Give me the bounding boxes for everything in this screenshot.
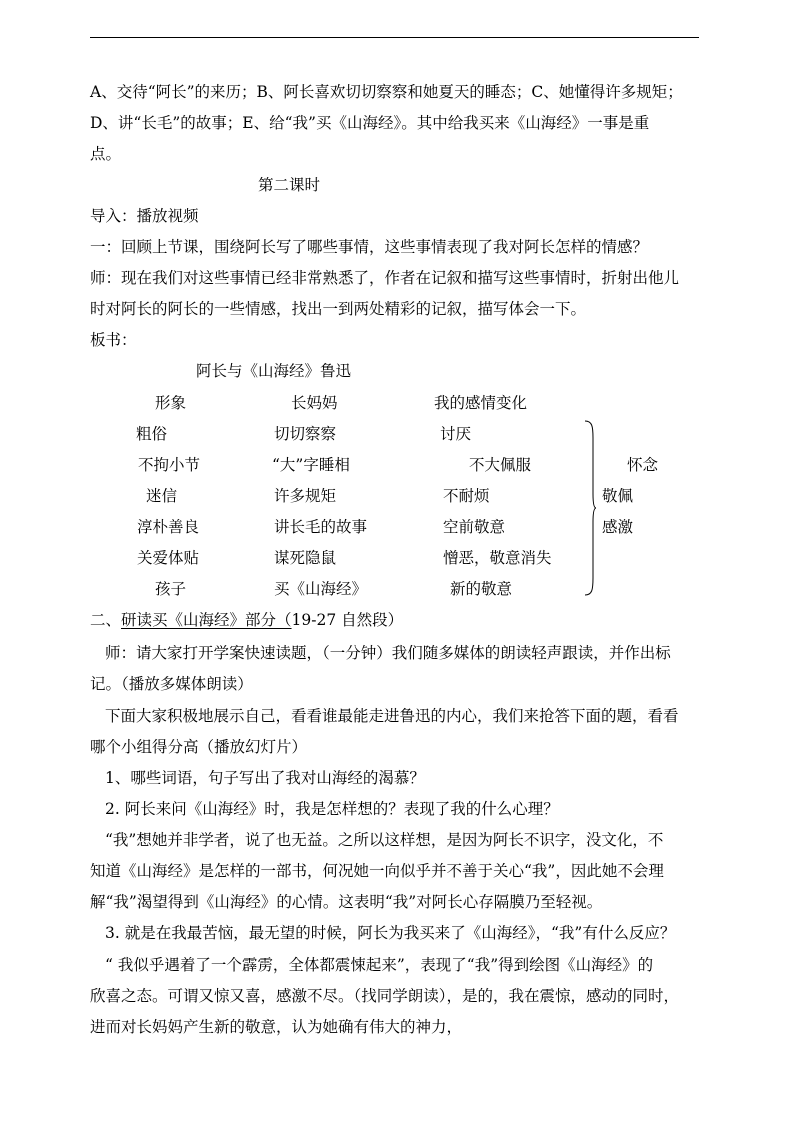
lesson-title: 第二课时 bbox=[258, 176, 321, 194]
intro-line-1: A、交待“阿长”的来历；B、阿长喜欢切切察察和她夏天的睡态；C、她懂得许多规矩； bbox=[90, 83, 683, 101]
part2-teacher-line-1: 师：请大家打开学案快速读题，（一分钟）我们随多媒体的朗读轻声跟读，并作出标 bbox=[105, 644, 671, 662]
board-label: 板书： bbox=[90, 331, 137, 349]
answer-3-line-1: “ 我似乎遇着了一个霹雳，全体都震悚起来”，表现了“我”得到绘图《山海经》的 bbox=[105, 956, 654, 974]
part2-heading bbox=[90, 610, 403, 630]
board-cell: 讨厌 bbox=[440, 425, 472, 443]
board-title: 阿长与《山海经》鲁迅 bbox=[196, 362, 352, 380]
part2-show-line-2: 哪个小组得分高（播放幻灯片） bbox=[90, 738, 308, 756]
board-header-feelings: 我的感情变化 bbox=[434, 394, 528, 412]
part2-show-line-1: 下面大家积极地展示自己，看看谁最能走进鲁迅的内心，我们来抢答下面的题，看看 bbox=[105, 707, 679, 725]
question-2: 2. 阿长来问《山海经》时，我是怎样想的？表现了我的什么心理？ bbox=[105, 800, 559, 818]
part2-teacher-line-2: 记。（播放多媒体朗读） bbox=[90, 675, 253, 693]
board-summary-item: 怀念 bbox=[627, 456, 659, 474]
board-cell: 孩子 bbox=[155, 580, 187, 598]
board-cell: 空前敬意 bbox=[443, 518, 506, 536]
right-brace-icon bbox=[584, 420, 596, 596]
board-cell: 新的敬意 bbox=[450, 580, 513, 598]
part2-heading-underlined: 研读买《山海经》部分（ bbox=[121, 611, 292, 629]
board-cell: 不耐烦 bbox=[443, 487, 490, 505]
part1-teacher-line-1: 师：现在我们对这些事情已经非常熟悉了，作者在记叙和描写这些事情时，折射出他儿 bbox=[90, 269, 680, 287]
board-cell: “大”字睡相 bbox=[272, 456, 350, 474]
part2-heading-suffix: 19-27 自然段） bbox=[291, 611, 404, 629]
board-cell: 不拘小节 bbox=[138, 456, 201, 474]
part1-question: 一：回顾上节课，围绕阿长写了哪些事情，这些事情表现了我对阿长怎样的情感？ bbox=[90, 238, 649, 256]
board-summary-item: 敬佩 bbox=[602, 487, 634, 505]
intro-line-2: D、讲“长毛”的故事；E、给“我”买《山海经》。其中给我买来《山海经》一事是重 bbox=[90, 114, 650, 132]
board-header-image: 形象 bbox=[155, 394, 187, 412]
answer-2-line-2: 知道《山海经》是怎样的一部书，何况她一向似乎并不善于关心“我”，因此她不会理 bbox=[90, 862, 664, 880]
header-rule bbox=[90, 37, 699, 38]
board-cell: 讲长毛的故事 bbox=[274, 518, 368, 536]
board-cell: 谋死隐鼠 bbox=[274, 549, 337, 567]
lead-in: 导入：播放视频 bbox=[90, 207, 199, 225]
answer-2-line-1: “我”想她并非学者，说了也无益。之所以这样想，是因为阿长不识字，没文化，不 bbox=[105, 831, 664, 849]
intro-line-3: 点。 bbox=[90, 145, 122, 163]
board-cell: 切切察察 bbox=[274, 425, 337, 443]
board-cell: 淳朴善良 bbox=[137, 518, 200, 536]
answer-3-line-3: 进而对长妈妈产生新的敬意，认为她确有伟大的神力， bbox=[90, 1018, 463, 1036]
question-3: 3. 就是在我最苦恼，最无望的时候，阿长为我买来了《山海经》，“我”有什么反应？ bbox=[105, 924, 676, 942]
board-cell: 迷信 bbox=[146, 487, 178, 505]
board-cell: 买《山海经》 bbox=[274, 580, 368, 598]
board-header-changmama: 长妈妈 bbox=[291, 394, 338, 412]
board-cell: 许多规矩 bbox=[274, 487, 337, 505]
part2-heading-prefix: 二、 bbox=[90, 611, 122, 629]
answer-2-line-3: 解“我”渴望得到《山海经》的心情。这表明“我”对阿长心存隔膜乃至轻视。 bbox=[90, 893, 603, 911]
question-1: 1、哪些词语，句子写出了我对山海经的渴慕？ bbox=[105, 769, 425, 787]
part1-teacher-line-2: 时对阿长的阿长的一些情感，找出一到两处精彩的记叙，描写体会一下。 bbox=[90, 300, 587, 318]
board-summary-item: 感激 bbox=[602, 518, 634, 536]
board-cell: 粗俗 bbox=[136, 425, 168, 443]
board-cell: 憎恶，敬意消失 bbox=[443, 549, 552, 567]
board-cell: 不大佩服 bbox=[469, 456, 532, 474]
board-cell: 关爱体贴 bbox=[137, 549, 200, 567]
answer-3-line-2: 欣喜之态。可谓又惊又喜，感激不尽。（找同学朗读），是的，我在震惊，感动的同时， bbox=[90, 987, 680, 1005]
